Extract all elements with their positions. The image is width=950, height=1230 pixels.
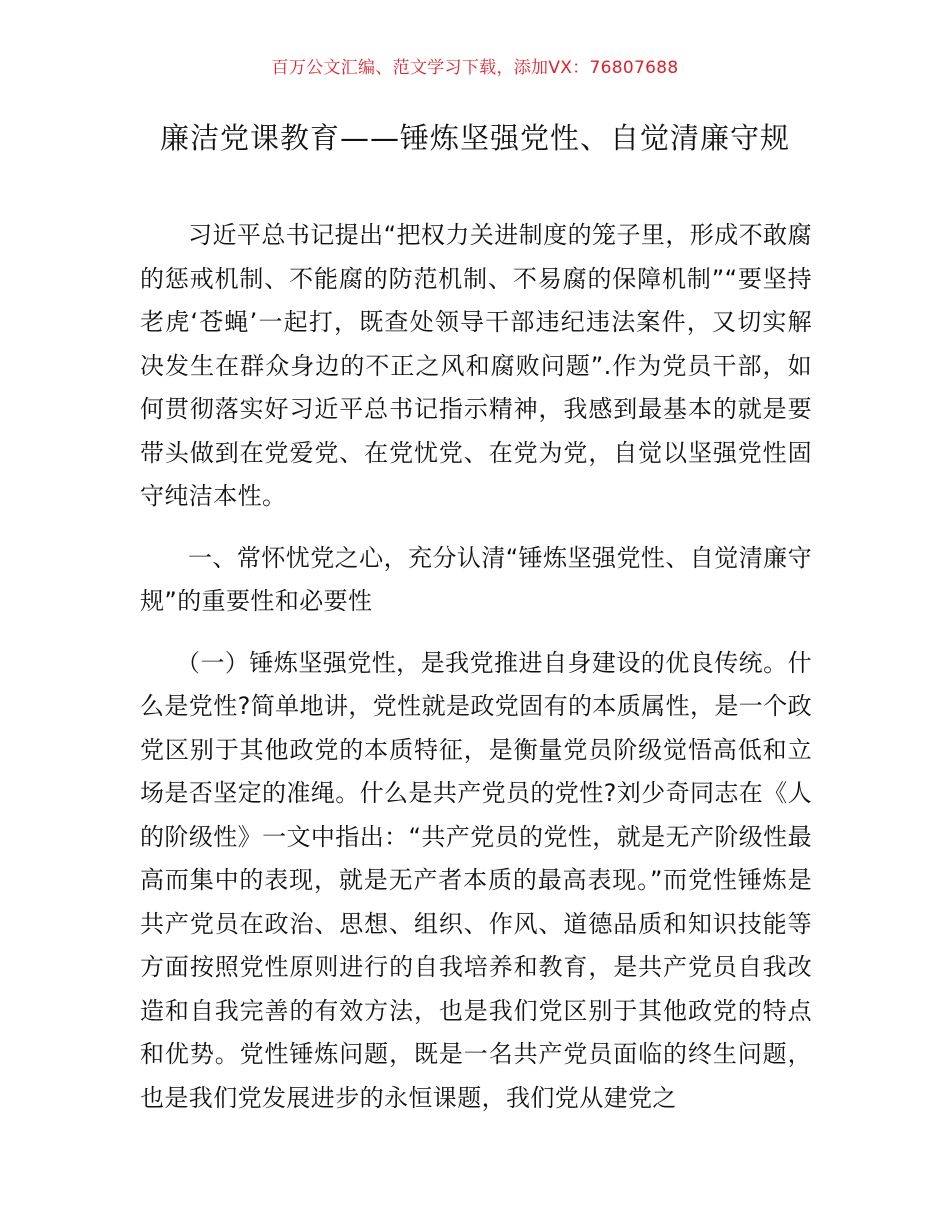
document-body [140,214,812,1120]
subsection-paragraph-1: （一）锤炼坚强党性，是我党推进自身建设的优良传统。什么是党性?简单地讲，党性就是政党固有的本质属性，是一个政党区别于其他政党的本质特征，是衡量党员阶级觉悟高低和立场是否坚定的准绳。什么是共产党员的党性?刘少奇同志在《人的阶级性》一文中指出：“共产党员的党性，就是无产阶级性最高而集中的表现，就是无产者本质的最高表现。”而党性锤炼是共产党员在政治、思想、组织、作风、道德品质和知识技能等方面按照党性原则进行的自我培养和教育，是共产党员自我改造和自我完善的有效方法，也是我们党区别于其他政党的特点和优势。党性锤炼问题，既是一名共产党员面临的终生问题，也是我们党发展进步的永恒课题，我们党从建党之 [140,648,812,1112]
document-title: 廉洁党课教育——锤炼坚强党性、自觉清廉守规 [159,121,790,155]
header-watermark-note: 百万公文汇编、范文学习下载，添加VX：76807688 [271,58,679,78]
intro-paragraph: 习近平总书记提出“把权力关进制度的笼子里，形成不敢腐的惩戒机制、不能腐的防范机制、不易腐的保障机制”“要坚持老虎‘苍蝇’一起打，既查处领导干部违纪违法案件，又切实解决发生在群众身边的不正之风和腐败问题”.作为党员干部，如何贯彻落实好习近平总书记指示精神，我感到最基本的就是要带头做到在党爱党、在党忧党、在党为党，自觉以坚强党性固守纯洁本性。 [140,221,812,510]
section-heading-1: 一、常怀忧党之心，充分认清“锤炼坚强党性、自觉清廉守规”的重要性和必要性 [140,543,812,615]
